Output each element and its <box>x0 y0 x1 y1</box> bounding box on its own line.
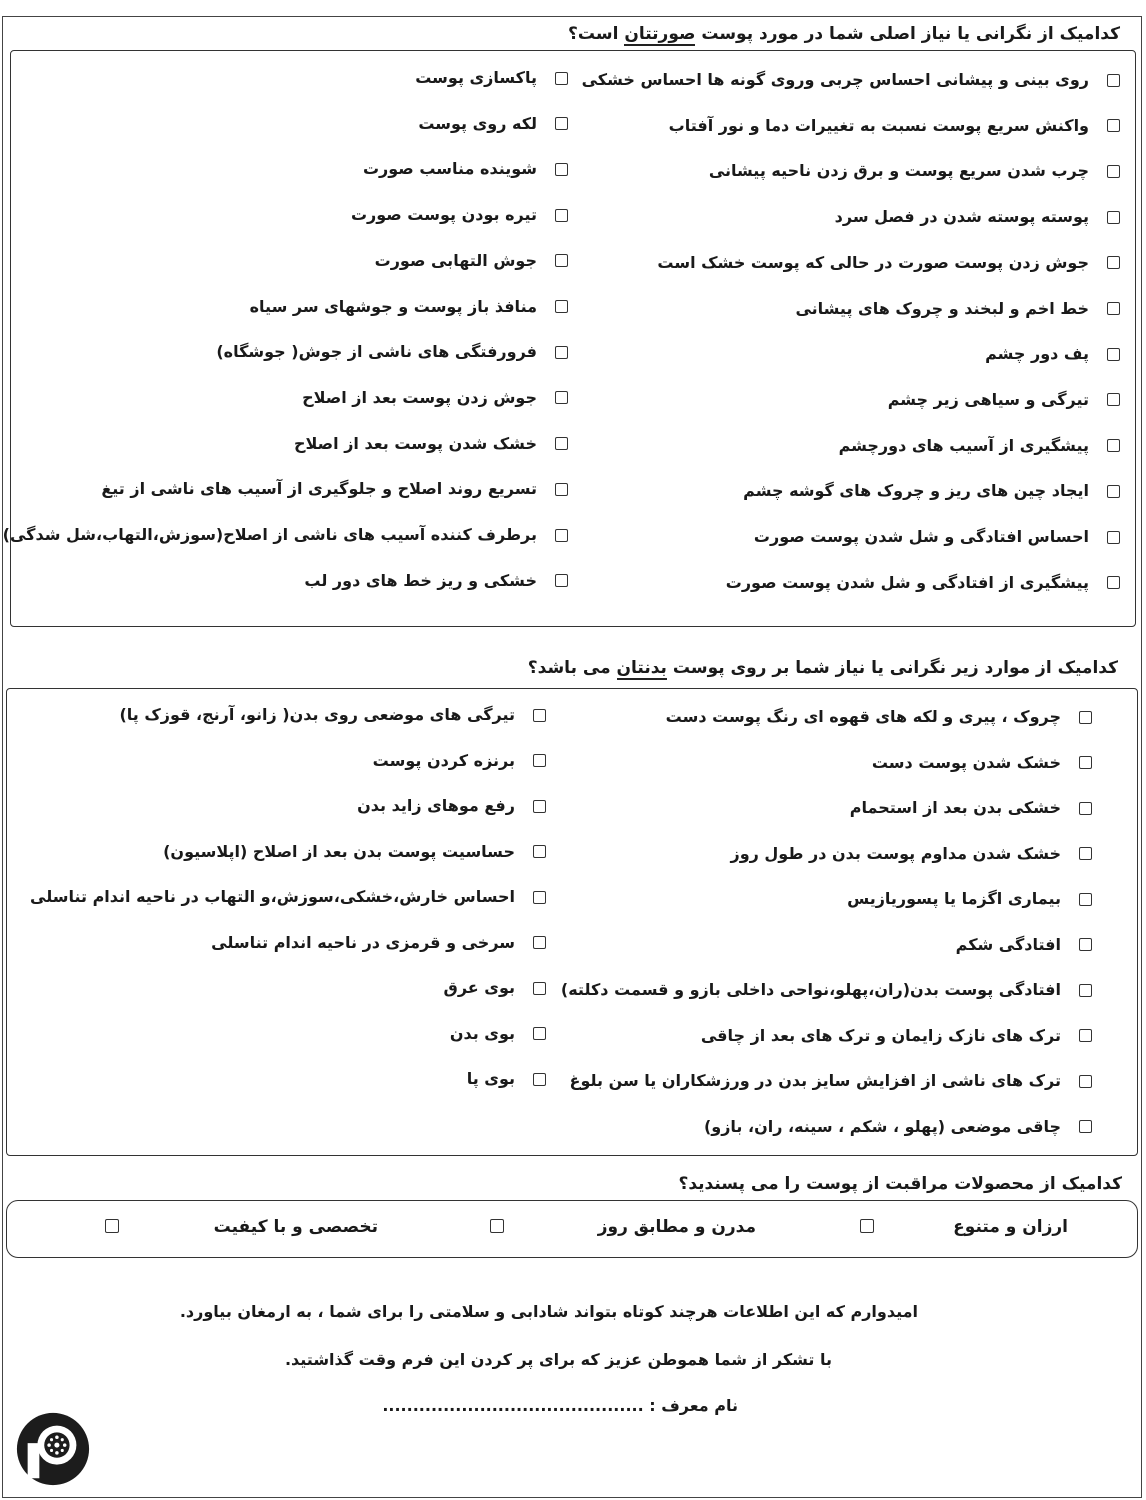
face-question-title: کدامیک از نگرانی یا نیاز اصلی شما در مورد پوست صورتتان است؟ <box>568 24 1120 44</box>
face-question-underlined-word: صورتتان <box>624 24 696 44</box>
face-left-checkbox[interactable] <box>555 72 568 85</box>
body-left-item[interactable] <box>467 1071 546 1087</box>
face-left-checkbox[interactable] <box>555 437 568 450</box>
body-right-label: چاقی موضعی (پهلو ، شکم ، سینه، ران، بازو) <box>703 1116 1061 1136</box>
face-left-label: شوینده مناسب صورت <box>362 159 537 179</box>
body-left-checkbox[interactable] <box>533 754 546 767</box>
body-left-label: احساس خارش،خشکی،سوزش،و التهاب در ناحیه اندام تناسلی <box>30 887 515 906</box>
face-right-item[interactable] <box>709 163 1120 179</box>
face-right-checkbox[interactable] <box>1107 485 1120 498</box>
face-right-checkbox[interactable] <box>1107 531 1120 544</box>
brand-logo-icon <box>14 1410 92 1488</box>
body-left-item[interactable] <box>119 707 546 723</box>
body-left-item[interactable] <box>30 889 546 905</box>
face-right-label: پیشگیری از آسیب های دورچشم <box>838 435 1089 455</box>
face-right-checkbox[interactable] <box>1107 165 1120 178</box>
face-right-label: خط اخم و لبخند و چروک های پیشانی <box>795 298 1089 318</box>
face-left-checkbox[interactable] <box>555 483 568 496</box>
body-right-item[interactable] <box>847 891 1092 907</box>
body-question-underlined-word: بدنتان <box>616 658 667 678</box>
product-option-affordable: ارزان و متنوع <box>953 1217 1068 1237</box>
body-left-label: تیرگی های موضعی روی بدن( زانو، آرنج، قوزک پا) <box>119 705 515 724</box>
face-left-label: خشکی و ریز خط های دور لب <box>304 570 537 590</box>
closing-message: امیدوارم که این اطلاعات هرچند کوتاه بتواند شادابی و سلامتی را برای شما ، به ارمغان بیاورد. <box>179 1302 918 1321</box>
face-left-label: منافذ باز پوست و جوشهای سر سیاه <box>249 296 537 316</box>
body-left-label: برنزه کردن پوست <box>372 750 515 770</box>
face-left-label: فرورفتگی های ناشی از جوش( جوشگاه) <box>216 342 537 362</box>
face-right-label: چرب شدن سریع پوست و برق زدن ناحیه پیشانی <box>708 161 1089 181</box>
body-left-item[interactable] <box>357 798 546 814</box>
body-right-item[interactable] <box>570 1073 1092 1089</box>
face-left-item[interactable] <box>363 161 568 177</box>
face-left-item[interactable] <box>351 207 568 223</box>
face-right-item[interactable] <box>582 72 1120 88</box>
face-left-checkbox[interactable] <box>555 163 568 176</box>
face-right-item[interactable] <box>657 252 1120 272</box>
face-right-item[interactable] <box>668 115 1120 135</box>
body-right-item[interactable] <box>850 800 1092 816</box>
face-left-label: تسریع روند اصلاح و جلوگیری از آسیب های ناشی از تیغ <box>101 479 537 499</box>
body-right-checkbox[interactable] <box>1079 711 1092 724</box>
face-left-label: پاکسازی پوست <box>415 68 537 87</box>
face-right-label: پیشگیری از افتادگی و شل شدن پوست صورت <box>725 572 1089 592</box>
body-right-item[interactable] <box>561 982 1092 998</box>
product-option-specialized: تخصصی و با کیفیت <box>213 1217 378 1237</box>
face-right-checkbox[interactable] <box>1107 348 1120 361</box>
face-left-label: جوش زدن پوست بعد از اصلاح <box>302 387 537 407</box>
body-right-checkbox[interactable] <box>1079 1075 1092 1088</box>
body-left-label: حساسیت پوست بدن بعد از اصلاح (اپلاسیون) <box>163 841 515 861</box>
body-right-checkbox[interactable] <box>1079 1029 1092 1042</box>
body-right-label: خشکی بدن بعد از استحمام <box>849 798 1061 817</box>
product-checkbox-specialized[interactable] <box>105 1219 119 1233</box>
body-left-label: بوی عرق <box>443 978 515 997</box>
body-left-label: بوی بدن <box>449 1023 515 1043</box>
face-left-label: جوش التهابی صورت <box>374 250 537 270</box>
face-right-label: روی بینی و پیشانی احساس چربی وروی گونه ها احساس خشکی <box>581 70 1089 89</box>
face-left-item[interactable] <box>101 481 568 497</box>
face-right-label: احساس افتادگی و شل شدن پوست صورت <box>753 527 1089 546</box>
face-right-checkbox[interactable] <box>1107 119 1120 132</box>
body-right-checkbox[interactable] <box>1079 847 1092 860</box>
body-right-checkbox[interactable] <box>1079 802 1092 815</box>
body-left-item[interactable] <box>211 932 546 952</box>
face-left-item[interactable] <box>216 344 568 360</box>
product-option-modern: مدرن و مطابق روز <box>597 1217 756 1237</box>
face-right-label: پوسته پوسته شدن در فصل سرد <box>834 207 1089 227</box>
body-left-checkbox[interactable] <box>533 709 546 722</box>
face-left-checkbox[interactable] <box>555 346 568 359</box>
body-right-item[interactable] <box>730 843 1092 863</box>
face-left-checkbox[interactable] <box>555 574 568 587</box>
face-left-label: تیره بودن پوست صورت <box>350 205 537 225</box>
face-left-checkbox[interactable] <box>555 391 568 404</box>
face-right-checkbox[interactable] <box>1107 302 1120 315</box>
face-left-item[interactable] <box>249 296 568 316</box>
face-left-checkbox[interactable] <box>555 209 568 222</box>
face-left-item[interactable] <box>415 70 568 86</box>
body-left-label: سرخی و قرمزی در ناحیه اندام تناسلی <box>211 932 515 952</box>
face-left-item[interactable] <box>418 113 568 133</box>
body-left-checkbox[interactable] <box>533 936 546 949</box>
body-right-item[interactable] <box>700 1025 1092 1045</box>
body-right-checkbox[interactable] <box>1079 984 1092 997</box>
body-right-item[interactable] <box>871 752 1092 772</box>
face-right-item[interactable] <box>754 529 1120 545</box>
body-question-title: کدامیک از موارد زیر نگرانی یا نیاز شما بر روی پوست بدنتان می باشد؟ <box>527 658 1118 678</box>
face-right-item[interactable] <box>887 389 1120 409</box>
face-left-checkbox[interactable] <box>555 254 568 267</box>
body-left-checkbox[interactable] <box>533 1073 546 1086</box>
body-right-checkbox[interactable] <box>1079 893 1092 906</box>
body-right-item[interactable] <box>703 1116 1092 1136</box>
body-right-label: ترک های ناشی از افزایش سایز بدن در ورزشکاران یا سن بلوغ <box>569 1071 1061 1090</box>
body-left-item[interactable] <box>444 980 546 996</box>
body-right-label: افتادگی پوست بدن(ران،پهلو،نواحی داخلی بازو و قسمت دکلته) <box>560 980 1061 999</box>
product-checkbox-modern[interactable] <box>490 1219 504 1233</box>
body-right-label: ترک های نازک زایمان و ترک های بعد از چاقی <box>700 1025 1061 1045</box>
face-left-label: لکه روی پوست <box>418 113 537 133</box>
face-right-item[interactable] <box>743 483 1120 499</box>
face-right-item[interactable] <box>835 209 1120 225</box>
face-left-item[interactable] <box>374 250 568 270</box>
face-right-checkbox[interactable] <box>1107 576 1120 589</box>
body-right-label: بیماری اگزما یا پسوریازیس <box>847 889 1061 908</box>
face-left-item[interactable] <box>294 433 568 453</box>
product-checkbox-affordable[interactable] <box>860 1219 874 1233</box>
thank-you-message: با تشکر از شما هموطن عزیز که برای پر کردن این فرم وقت گذاشتید. <box>284 1350 832 1369</box>
face-left-item[interactable] <box>302 387 568 407</box>
face-left-label: خشک شدن پوست بعد از اصلاح <box>294 433 537 453</box>
face-right-item[interactable] <box>795 298 1120 318</box>
referrer-field[interactable]: نام معرف : ........................................... <box>382 1396 738 1415</box>
face-left-item[interactable] <box>304 570 568 590</box>
body-left-label: رفع موهای زاید بدن <box>357 796 515 815</box>
body-right-checkbox[interactable] <box>1079 756 1092 769</box>
face-left-checkbox[interactable] <box>555 300 568 313</box>
face-right-label: ایجاد چین های ریز و چروک های گوشه چشم <box>743 481 1089 501</box>
face-left-label: برطرف کننده آسیب های ناشی از اصلاح(سوزش،التهاب،شل شدگی) <box>2 525 537 544</box>
body-right-checkbox[interactable] <box>1079 938 1092 951</box>
body-left-checkbox[interactable] <box>533 1027 546 1040</box>
face-right-item[interactable] <box>725 572 1120 592</box>
face-right-checkbox[interactable] <box>1107 211 1120 224</box>
face-right-checkbox[interactable] <box>1107 256 1120 269</box>
body-left-checkbox[interactable] <box>533 845 546 858</box>
face-left-checkbox[interactable] <box>555 117 568 130</box>
face-right-label: پف دور چشم <box>985 344 1089 364</box>
face-right-checkbox[interactable] <box>1107 74 1120 87</box>
body-left-item[interactable] <box>163 841 546 861</box>
body-right-checkbox[interactable] <box>1079 1120 1092 1133</box>
body-left-checkbox[interactable] <box>533 982 546 995</box>
body-right-label: چروک ، پیری و لکه های قهوه ای رنگ پوست دست <box>665 707 1061 726</box>
body-left-item[interactable] <box>372 750 546 770</box>
face-right-label: تیرگی و سیاهی زیر چشم <box>887 389 1089 409</box>
face-right-item[interactable] <box>838 435 1120 455</box>
products-question-title: کدامیک از محصولات مراقبت از پوست را می پسندید؟ <box>678 1174 1122 1194</box>
body-right-label: افتادگی شکم <box>955 934 1061 954</box>
body-left-checkbox[interactable] <box>533 800 546 813</box>
face-left-item[interactable] <box>3 527 568 543</box>
face-right-label: جوش زدن پوست صورت در حالی که پوست خشک است <box>657 252 1089 272</box>
body-left-label: بوی پا <box>466 1069 515 1088</box>
body-right-label: خشک شدن مداوم پوست بدن در طول روز <box>730 843 1061 863</box>
body-right-item[interactable] <box>955 934 1092 954</box>
body-left-checkbox[interactable] <box>533 891 546 904</box>
face-left-checkbox[interactable] <box>555 529 568 542</box>
body-right-label: خشک شدن پوست دست <box>871 752 1061 772</box>
body-right-item[interactable] <box>666 709 1092 725</box>
face-right-checkbox[interactable] <box>1107 393 1120 406</box>
face-right-label: واکنش سریع پوست نسبت به تغییرات دما و نور آفتاب <box>668 115 1089 135</box>
face-right-checkbox[interactable] <box>1107 439 1120 452</box>
body-left-item[interactable] <box>449 1023 546 1043</box>
face-right-item[interactable] <box>985 346 1120 362</box>
